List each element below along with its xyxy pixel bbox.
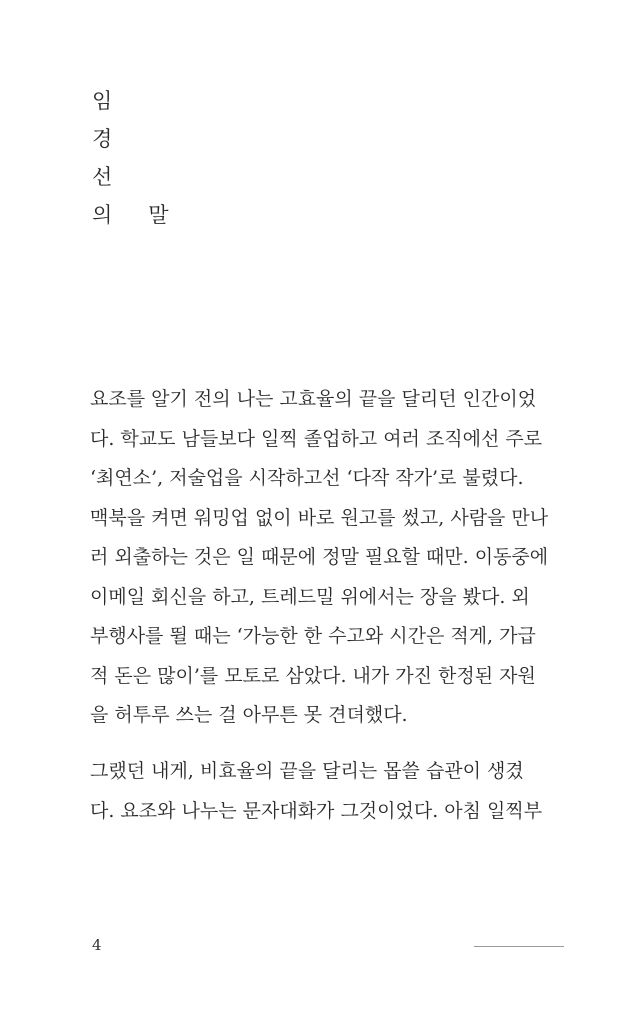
title-char: 경	[92, 127, 113, 151]
title-char: 임	[92, 89, 113, 113]
title-line	[92, 120, 169, 158]
text-line: 러 외출하는 것은 일 때문에 정말 필요할 때만. 이동중에	[90, 546, 549, 568]
text-line: 다. 요조와 나누는 문자대화가 그것이었다. 아침 일찍부	[90, 799, 543, 822]
footer-divider	[474, 946, 564, 947]
text-line: ‘최연소’, 저술업을 시작하고선 ‘다작 작가’로 불렸다.	[90, 467, 524, 489]
text-line: 이메일 회신을 하고, 트레드밀 위에서는 장을 봤다. 외	[90, 585, 530, 608]
title-char: 말	[148, 203, 169, 227]
text-line: 맥북을 켜면 워밍업 없이 바로 원고를 썼고, 사람을 만나	[90, 506, 549, 529]
body-paragraph	[90, 380, 568, 736]
text-line: 다. 학교도 남들보다 일찍 졸업하고 여러 조직에선 주로	[90, 427, 543, 450]
text-line: 그랬던 내게, 비효율의 끝을 달리는 몹쓸 습관이 생겼	[90, 760, 524, 782]
text-line: 을 허투루 쓰는 걸 아무튼 못 견뎌했다.	[90, 704, 408, 726]
chapter-title	[92, 82, 169, 234]
title-line	[92, 158, 169, 196]
title-line	[92, 196, 169, 234]
title-char: 선	[92, 165, 113, 189]
text-line: 적 돈은 많이’를 모토로 삼았다. 내가 가진 한정된 자원	[90, 664, 536, 687]
title-char: 의	[92, 203, 113, 227]
text-line: 부행사를 뛸 때는 ‘가능한 한 수고와 시간은 적게, 가급	[90, 625, 536, 647]
title-line	[92, 82, 169, 120]
text-line: 요조를 알기 전의 나는 고효율의 끝을 달리던 인간이었	[90, 388, 537, 410]
page-number: 4	[92, 936, 102, 954]
body-paragraph	[90, 752, 568, 831]
